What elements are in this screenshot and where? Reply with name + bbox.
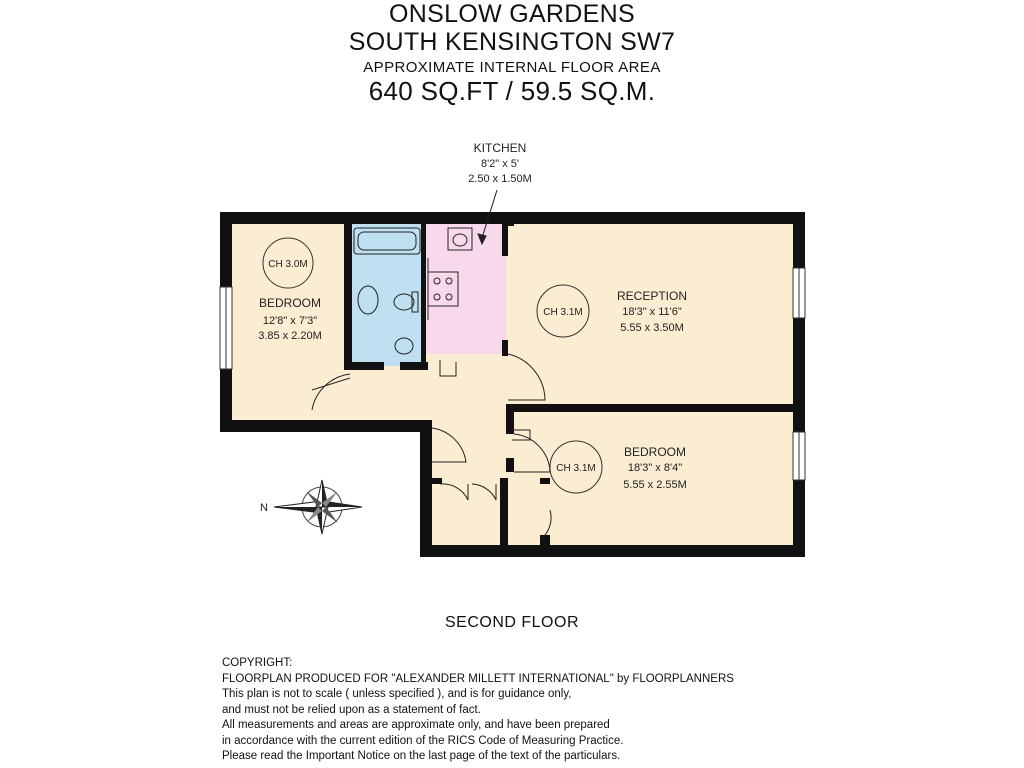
copyright-line: COPYRIGHT: bbox=[222, 657, 293, 669]
copyright-line: in accordance with the current edition of the RICS Code of Measuring Practice. bbox=[222, 734, 624, 747]
address-line-2: SOUTH KENSINGTON SW7 bbox=[348, 28, 676, 56]
copyright-line: All measurements and areas are approximate only, and have been prepared bbox=[222, 719, 610, 731]
compass-rose bbox=[260, 480, 362, 534]
copyright-line: FLOORPLAN PRODUCED FOR "ALEXANDER MILLETT INTERNATIONAL" by FLOORPLANNERS bbox=[222, 672, 734, 685]
address-line-1: ONSLOW GARDENS bbox=[389, 0, 635, 28]
bedroom2-dimensions-imperial: 18'3" x 8'4" bbox=[627, 462, 683, 474]
bedroom1-name: BEDROOM bbox=[258, 296, 322, 310]
room-fills bbox=[230, 222, 795, 545]
main-floor-area bbox=[230, 222, 795, 545]
bedroom2-name: BEDROOM bbox=[623, 445, 687, 459]
bedroom1-dimensions-metric: 3.85 x 2.20M bbox=[258, 330, 322, 342]
bedroom1-ceiling-height: CH 3.0M bbox=[268, 259, 308, 270]
floor-area-caption: APPROXIMATE INTERNAL FLOOR AREA bbox=[363, 59, 661, 76]
bedroom2-ceiling-height: CH 3.1M bbox=[556, 463, 596, 474]
copyright-line: and must not be relied upon as a statement of fact. bbox=[222, 703, 481, 716]
kitchen-dimensions-metric: 2.50 x 1.50M bbox=[468, 173, 532, 185]
kitchen-fill bbox=[424, 222, 506, 354]
reception-dimensions-metric: 5.55 x 3.50M bbox=[620, 322, 684, 334]
floor-area-value: 640 SQ.FT / 59.5 SQ.M. bbox=[368, 76, 656, 106]
copyright-notice bbox=[222, 656, 734, 765]
compass-north-label: N bbox=[260, 502, 268, 514]
kitchen-name: KITCHEN bbox=[473, 141, 527, 155]
floor-label: SECOND FLOOR bbox=[444, 614, 579, 631]
kitchen-dimensions-imperial: 8'2" x 5' bbox=[480, 158, 520, 170]
copyright-line: Please read the Important Notice on the last page of the text of the particulars. bbox=[222, 750, 621, 762]
bedroom1-dimensions-imperial: 12'8" x 7'3" bbox=[262, 315, 318, 327]
copyright-line: This plan is not to scale ( unless specified ), and is for guidance only, bbox=[222, 688, 572, 700]
reception-ceiling-height: CH 3.1M bbox=[543, 307, 583, 318]
bedroom2-dimensions-metric: 5.55 x 2.55M bbox=[623, 479, 687, 491]
reception-name: RECEPTION bbox=[616, 289, 688, 303]
reception-dimensions-imperial: 18'3" x 11'6" bbox=[622, 306, 682, 318]
